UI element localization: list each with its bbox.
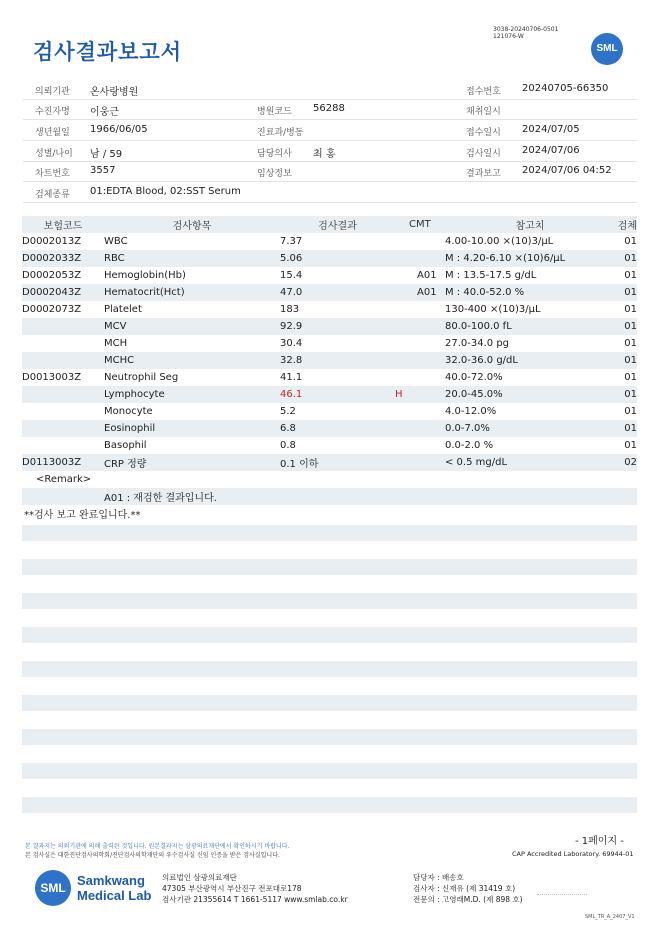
result-code (22, 386, 104, 403)
value-hospital-code: 56288 (313, 103, 345, 114)
brand-line2: Medical Lab (77, 888, 152, 903)
header-specimen: 검체 (615, 216, 637, 233)
result-reference: M : 13.5-17.5 g/dL (445, 270, 537, 281)
result-item: Platelet (104, 304, 142, 315)
result-value: 0.8 (280, 440, 296, 451)
result-flag (395, 420, 445, 437)
value-report-datetime: 2024/07/06 04:52 (522, 165, 612, 176)
value-referring-institution: 온사랑병원 (90, 87, 139, 98)
staff-line3: 전문의 : 고영래M.D. (제 898 호) (413, 895, 523, 904)
table-row (22, 335, 637, 352)
signature-icon (537, 880, 587, 895)
divider (23, 99, 637, 100)
address-line2: 47305 부산광역시 부산진구 전포대로178 (162, 884, 302, 893)
header-test-item: 검사항목 (104, 216, 280, 233)
table-row (22, 420, 637, 437)
result-item: Neutrophil Seg (104, 372, 179, 383)
label-department: 진료과/병동 (257, 128, 304, 138)
result-code (22, 335, 104, 352)
divider (23, 119, 637, 120)
remark-label: <Remark> (36, 474, 92, 485)
brand-line1: Samkwang (77, 873, 145, 888)
divider (23, 161, 637, 162)
result-value: 41.1 (280, 372, 303, 383)
result-value: 46.1 (280, 386, 395, 403)
staff-line1: 담당자 : 배송호 (413, 873, 464, 882)
label-referring-institution: 의뢰기관 (35, 87, 70, 97)
value-accession-number: 20240705-66350 (522, 83, 609, 94)
table-row (22, 301, 637, 318)
page-number: - 1페이지 - (575, 836, 624, 847)
header-insurance-code: 보험코드 (22, 216, 104, 233)
result-code: D0002043Z (22, 284, 104, 301)
label-test-date: 검사일시 (466, 149, 501, 159)
result-specimen: 02 (615, 454, 637, 471)
result-item: WBC (104, 236, 128, 247)
result-flag (395, 318, 445, 335)
value-sex-age: 남 / 59 (90, 149, 123, 160)
results-table (22, 216, 637, 522)
empty-row (22, 627, 637, 643)
label-specimen-type: 검체종류 (35, 190, 70, 200)
empty-row (22, 559, 637, 575)
table-row (22, 437, 637, 454)
result-value: 5.2 (280, 406, 296, 417)
label-chart-number: 차트번호 (35, 169, 70, 179)
table-row (22, 403, 637, 420)
result-value: 7.37 (280, 236, 303, 247)
result-specimen: 01 (624, 304, 637, 315)
result-specimen: 01 (624, 338, 637, 349)
value-specimen-type: 01:EDTA Blood, 02:SST Serum (90, 186, 241, 197)
result-reference: 27.0-34.0 pg (445, 338, 510, 349)
result-reference: M : 40.0-52.0 % (445, 284, 615, 301)
result-reference: 0.0-7.0% (445, 420, 615, 437)
result-code: D0002073Z (22, 304, 82, 315)
result-code: D0113003Z (22, 454, 104, 471)
result-flag (395, 335, 445, 352)
staff-info (413, 872, 523, 905)
result-flag (395, 267, 445, 284)
result-specimen: 01 (615, 318, 637, 335)
footer-note-accreditation: 본 검사실은 대한진단검사의학회/진단검사의학재단의 우수검사실 신임 인증을 받은 검사실입니다. (25, 852, 280, 859)
result-item: MCHC (104, 352, 280, 369)
result-specimen: 01 (624, 236, 637, 247)
result-code: D0013003Z (22, 372, 82, 383)
result-specimen: 01 (615, 386, 637, 403)
result-reference: 20.0-45.0% (445, 386, 615, 403)
result-reference: 0.0-2.0 % (445, 440, 494, 451)
result-value: 30.4 (280, 338, 303, 349)
empty-row (22, 593, 637, 609)
result-value: 5.06 (280, 250, 395, 267)
result-reference: M : 4.20-6.10 ×(10)6/µL (445, 250, 615, 267)
value-chart-number: 3557 (90, 165, 116, 176)
value-test-date: 2024/07/06 (522, 145, 580, 156)
result-reference: < 0.5 mg/dL (445, 454, 615, 471)
result-specimen: 01 (624, 372, 637, 383)
table-row (22, 454, 637, 471)
label-sex-age: 성별/나이 (35, 149, 73, 159)
result-value: 47.0 (280, 284, 395, 301)
report-complete-text: **검사 보고 완료입니다.** (24, 510, 141, 521)
label-report-datetime: 결과보고 (466, 169, 501, 179)
table-row (22, 267, 637, 284)
result-item: Eosinophil (104, 420, 280, 437)
table-row (22, 386, 637, 403)
result-value: 0.1 이하 (280, 454, 395, 471)
table-row (22, 250, 637, 267)
value-physician: 최 홍 (313, 149, 336, 160)
result-flag (395, 386, 445, 403)
empty-row (22, 763, 637, 779)
remark-row (22, 488, 637, 505)
result-specimen: 01 (624, 440, 637, 451)
divider (23, 181, 637, 182)
label-clinical-info: 임상정보 (257, 169, 292, 179)
label-birth-date: 생년월일 (35, 128, 70, 138)
comment-code: A01 (417, 270, 437, 281)
table-row (22, 318, 637, 335)
table-row (22, 284, 637, 301)
result-value: 15.4 (280, 270, 303, 281)
brand-name (77, 873, 151, 903)
empty-row (22, 661, 637, 677)
result-specimen: 01 (624, 406, 637, 417)
result-flag (395, 454, 445, 471)
result-value: 32.8 (280, 352, 395, 369)
result-code: D0002033Z (22, 250, 104, 267)
result-specimen: 01 (615, 420, 637, 437)
result-value: 183 (280, 304, 300, 315)
result-value: 6.8 (280, 420, 395, 437)
label-collection-datetime: 채취일시 (466, 107, 501, 117)
document-id-line1: 3038-20240706-0501 (493, 26, 559, 33)
result-specimen: 01 (615, 284, 637, 301)
empty-row (22, 525, 637, 541)
result-code (22, 318, 104, 335)
result-flag (395, 250, 445, 267)
sml-footer-logo-icon: SML (35, 870, 71, 906)
empty-row (22, 797, 637, 813)
lab-address (162, 872, 348, 905)
result-specimen: 01 (615, 352, 637, 369)
cap-accreditation: CAP Accredited Laboratory. 69944-01 (512, 850, 634, 858)
result-item: MCV (104, 318, 280, 335)
form-code: SML_TR_A_2407_V1 (585, 914, 635, 920)
result-specimen: 01 (624, 270, 637, 281)
document-id-line2: 121076-W (493, 33, 524, 40)
label-hospital-code: 병원코드 (257, 107, 292, 117)
table-header-row (22, 216, 637, 233)
label-received-date: 접수일시 (466, 128, 501, 138)
result-reference: 130-400 ×(10)3/µL (445, 304, 541, 315)
document-id (493, 26, 558, 40)
empty-row (22, 729, 637, 745)
result-reference: 4.00-10.00 ×(10)3/µL (445, 236, 554, 247)
header-cmt: CMT (395, 216, 445, 233)
result-code (22, 437, 104, 454)
header-reference: 참고치 (445, 216, 615, 233)
result-item: RBC (104, 250, 280, 267)
sml-logo-icon: SML (591, 33, 623, 65)
result-code: D0002053Z (22, 270, 82, 281)
remark-label-row (22, 471, 637, 488)
value-patient-name: 이웅근 (90, 107, 119, 118)
address-line3: 검사기관 21355614 T 1661-5117 www.smlab.co.kr (162, 895, 348, 904)
result-flag (395, 437, 445, 454)
complete-row (22, 505, 637, 522)
result-code (22, 420, 104, 437)
table-row (22, 369, 637, 386)
result-item: MCH (104, 338, 128, 349)
result-code (22, 352, 104, 369)
address-line1: 의료법인 삼광의료재단 (162, 873, 237, 882)
result-reference: 4.0-12.0% (445, 406, 497, 417)
result-flag (395, 403, 445, 420)
result-flag (395, 301, 445, 318)
comment-code: A01 (417, 287, 437, 298)
label-physician: 담당의사 (257, 149, 292, 159)
result-code (22, 403, 104, 420)
result-item: Monocyte (104, 406, 153, 417)
result-flag (395, 369, 445, 386)
result-flag (395, 352, 445, 369)
label-patient-name: 수진자명 (35, 107, 70, 117)
result-flag (395, 284, 445, 301)
result-item: Basophil (104, 440, 147, 451)
result-reference: 32.0-36.0 g/dL (445, 352, 615, 369)
report-title: 검사결과보고서 (33, 40, 183, 64)
result-code: D0002013Z (22, 236, 82, 247)
result-item: Hematocrit(Hct) (104, 284, 280, 301)
header-result: 검사결과 (280, 216, 395, 233)
remark-text: A01 : 재검한 결과입니다. (104, 488, 637, 505)
result-item: CRP 정량 (104, 454, 280, 471)
result-value: 92.9 (280, 318, 395, 335)
result-reference: 80.0-100.0 fL (445, 318, 615, 335)
divider (23, 140, 637, 141)
label-accession-number: 접수번호 (466, 87, 501, 97)
table-row (22, 233, 637, 250)
result-specimen: 01 (615, 250, 637, 267)
result-flag (395, 233, 445, 250)
staff-line2: 검사자 : 신재유 (제 31419 호) (413, 884, 516, 893)
result-item: Lymphocyte (104, 386, 280, 403)
table-row (22, 352, 637, 369)
footer-note-copy: 본 결과지는 의뢰기관에 의해 출력된 것입니다. 원본결과지는 삼광의료재단에서 확인하시기 바랍니다. (25, 843, 290, 850)
result-reference: 40.0-72.0% (445, 372, 503, 383)
value-birth-date: 1966/06/05 (90, 124, 148, 135)
empty-row (22, 695, 637, 711)
result-item: Hemoglobin(Hb) (104, 270, 186, 281)
divider (23, 202, 637, 203)
value-received-date: 2024/07/05 (522, 124, 580, 135)
high-flag: H (395, 389, 403, 400)
